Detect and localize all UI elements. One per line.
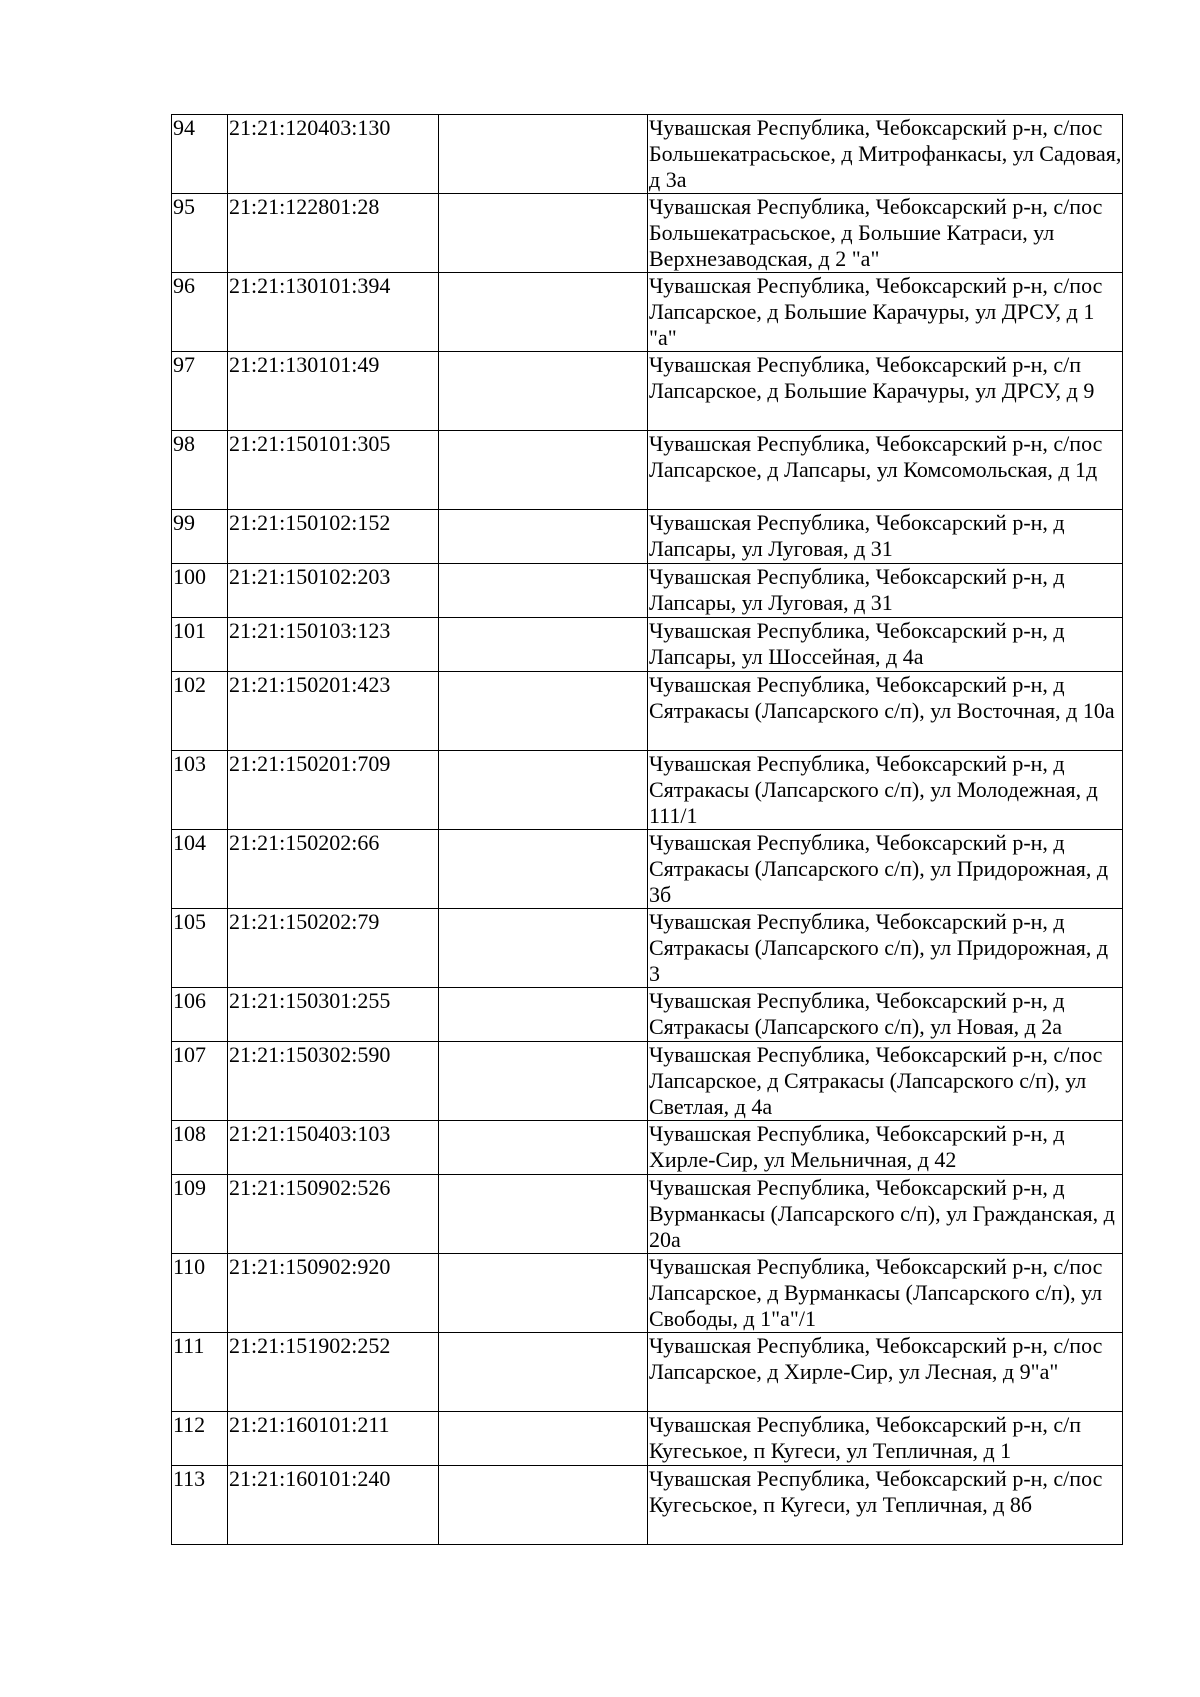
row-number-cell: 100 [172,564,228,618]
table-row [172,1412,1123,1466]
address-cell: Чувашская Республика, Чебоксарский р-н, с/пос Большекатрасьское, д Митрофанкасы, ул Садовая, д 3а [649,115,1122,192]
cadastral-number-cell: 21:21:150103:123 [228,618,439,672]
table-row [172,273,1123,352]
table-row [172,510,1123,564]
table-row [172,672,1123,751]
cadastral-number-cell: 21:21:150403:103 [228,1121,439,1175]
cadastral-number-cell: 21:21:150902:526 [228,1175,439,1254]
row-number-cell: 107 [172,1042,228,1121]
row-number-cell: 113 [172,1466,228,1545]
address-cell: Чувашская Республика, Чебоксарский р-н, д Вурманкасы (Лапсарского с/п), ул Гражданская, д 20а [648,1175,1123,1254]
empty-column-cell [439,273,648,352]
address-cell: Чувашская Республика, Чебоксарский р-н, с/пос Кугесьское, п Кугеси, ул Тепличная, д 8б [648,1466,1123,1545]
cadastral-number-cell: 21:21:120403:130 [228,115,439,194]
address-cell: Чувашская Республика, Чебоксарский р-н, с/п Лапсарское, д Большие Карачуры, ул ДРСУ, д 9 [648,352,1123,431]
table-row [172,1466,1123,1545]
empty-column-cell [439,1175,648,1254]
row-number-cell: 102 [172,672,228,751]
table-row [172,431,1123,510]
empty-column-cell [439,352,648,431]
cadastral-number-cell: 21:21:151902:252 [228,1333,439,1412]
table-row [172,909,1123,988]
address-cell: Чувашская Республика, Чебоксарский р-н, с/пос Большекатрасьское, д Большие Катраси, ул Верхнезаводская, д 2 "а" [648,194,1123,273]
empty-column-cell [439,431,648,510]
empty-column-cell [439,1333,648,1412]
cadastral-number-cell: 21:21:160101:240 [228,1466,439,1545]
table-row [172,1042,1123,1121]
row-number-cell: 101 [172,618,228,672]
table-row [172,115,1123,194]
table-row [172,751,1123,830]
cadastral-number-cell: 21:21:130101:49 [228,352,439,431]
row-number-cell: 104 [172,830,228,909]
empty-column-cell [439,618,648,672]
empty-column-cell [439,1466,648,1545]
cadastral-number-cell: 21:21:150102:203 [228,564,439,618]
table-row [172,1121,1123,1175]
empty-column-cell [439,909,648,988]
table-row [172,352,1123,431]
cadastral-number-cell: 21:21:160101:211 [228,1412,439,1466]
empty-column-cell [439,988,648,1042]
table-row [172,618,1123,672]
table-row [172,564,1123,618]
row-number-cell: 112 [172,1412,228,1466]
cadastral-number-cell: 21:21:150201:423 [228,672,439,751]
row-number-cell: 95 [172,194,228,273]
address-cell: Чувашская Республика, Чебоксарский р-н, д Лапсары, ул Луговая, д 31 [648,564,1123,618]
address-cell: Чувашская Республика, Чебоксарский р-н, с/пос Лапсарское, д Вурманкасы (Лапсарского с/п), ул Свободы, д 1"а"/1 [648,1254,1123,1333]
row-number-cell: 106 [172,988,228,1042]
row-number-cell: 94 [172,115,228,194]
address-cell: Чувашская Республика, Чебоксарский р-н, с/пос Лапсарское, д Хирле-Сир, ул Лесная, д 9"а" [648,1333,1123,1412]
cadastral-number-cell: 21:21:150302:590 [228,1042,439,1121]
cadastral-number-cell: 21:21:122801:28 [228,194,439,273]
address-cell: Чувашская Республика, Чебоксарский р-н, с/п Кугеськое, п Кугеси, ул Тепличная, д 1 [648,1412,1123,1466]
row-number-cell: 96 [172,273,228,352]
address-cell: Чувашская Республика, Чебоксарский р-н, д Сятракасы (Лапсарского с/п), ул Придорожная, д 3 [648,909,1123,988]
empty-column-cell [439,510,648,564]
registry-table-body [172,115,1123,1545]
row-number-cell: 97 [172,352,228,431]
empty-column-cell [439,194,648,273]
address-cell: Чувашская Республика, Чебоксарский р-н, д Сятракасы (Лапсарского с/п), ул Новая, д 2а [648,988,1123,1042]
empty-column-cell [439,751,648,830]
table-row [172,830,1123,909]
cadastral-number-cell: 21:21:150902:920 [228,1254,439,1333]
address-cell: Чувашская Республика, Чебоксарский р-н, д Хирле-Сир, ул Мельничная, д 42 [648,1121,1123,1175]
address-cell: Чувашская Республика, Чебоксарский р-н, д Лапсары, ул Луговая, д 31 [648,510,1123,564]
empty-column-cell [439,1412,648,1466]
cadastral-number-cell: 21:21:150102:152 [228,510,439,564]
address-cell: Чувашская Республика, Чебоксарский р-н, с/пос Лапсарское, д Сятракасы (Лапсарского с/п), ул Светлая, д 4а [648,1042,1123,1121]
row-number-cell: 99 [172,510,228,564]
table-row [172,1175,1123,1254]
row-number-cell: 103 [172,751,228,830]
table-row [172,194,1123,273]
address-cell: Чувашская Республика, Чебоксарский р-н, д Сятракасы (Лапсарского с/п), ул Восточная, д 10а [648,672,1123,751]
empty-column-cell [439,564,648,618]
empty-column-cell [439,830,648,909]
table-row [172,1254,1123,1333]
property-registry-table [171,114,1123,1545]
table-row [172,988,1123,1042]
address-cell: Чувашская Республика, Чебоксарский р-н, д Лапсары, ул Шоссейная, д 4а [648,618,1123,672]
cadastral-number-cell: 21:21:150202:79 [228,909,439,988]
cadastral-number-cell: 21:21:150101:305 [228,431,439,510]
row-number-cell: 108 [172,1121,228,1175]
address-cell: Чувашская Республика, Чебоксарский р-н, д Сятракасы (Лапсарского с/п), ул Придорожная, д 3б [648,830,1123,909]
row-number-cell: 98 [172,431,228,510]
row-number-cell: 111 [172,1333,228,1412]
cadastral-number-cell: 21:21:150301:255 [228,988,439,1042]
empty-column-cell [439,115,648,194]
address-cell: Чувашская Республика, Чебоксарский р-н, д Сятракасы (Лапсарского с/п), ул Молодежная, д 111/1 [648,751,1123,830]
row-number-cell: 109 [172,1175,228,1254]
empty-column-cell [439,1121,648,1175]
address-cell: Чувашская Республика, Чебоксарский р-н, с/пос Лапсарское, д Большие Карачуры, ул ДРСУ, д 1 "а" [648,273,1123,352]
cadastral-number-cell: 21:21:130101:394 [228,273,439,352]
address-cell: Чувашская Республика, Чебоксарский р-н, с/пос Лапсарское, д Лапсары, ул Комсомольская, д 1д [648,431,1123,510]
empty-column-cell [439,1254,648,1333]
row-number-cell: 105 [172,909,228,988]
empty-column-cell [439,672,648,751]
cadastral-number-cell: 21:21:150201:709 [228,751,439,830]
row-number-cell: 110 [172,1254,228,1333]
empty-column-cell [439,1042,648,1121]
cadastral-number-cell: 21:21:150202:66 [228,830,439,909]
table-row [172,1333,1123,1412]
